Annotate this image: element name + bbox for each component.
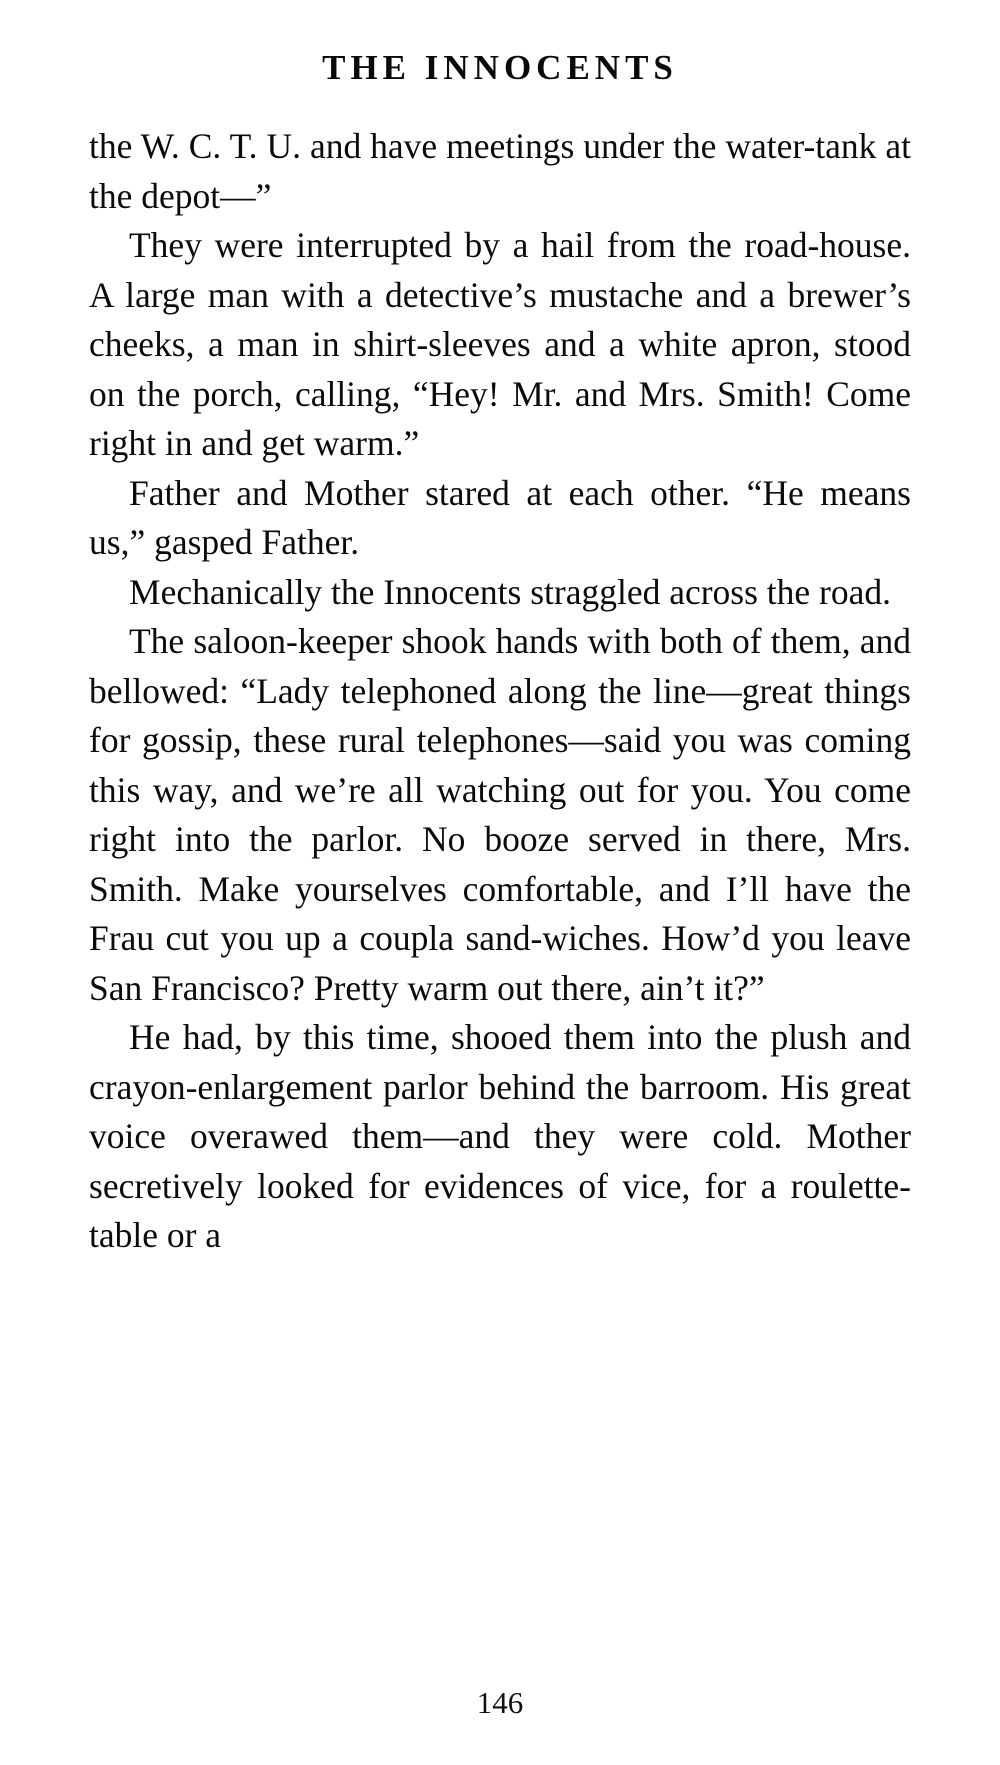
paragraph: Mechanically the Innocents straggled across the road. bbox=[129, 571, 891, 612]
page-number: 146 bbox=[476, 1685, 524, 1720]
paragraph: They were interrupted by a hail from the road-house. A large man with a detective’s mustache and a brewer’s cheeks, a man in shirt-sleeves and a white apron, stood on the porch, calling, “Hey! Mr. and Mrs. Smith! Come right in and get warm.” bbox=[89, 225, 911, 463]
running-head: THE INNOCENTS bbox=[322, 48, 678, 87]
paragraph: He had, by this time, shooed them into the plush and crayon-enlargement parlor behind the barroom. His great voice overawed them—and they were cold. Mother secretively looked for evidences of vice, for a roulette-table or a bbox=[89, 1017, 911, 1255]
page-body bbox=[89, 122, 911, 1261]
book-page bbox=[0, 48, 1000, 1765]
paragraph: The saloon-keeper shook hands with both of them, and bellowed: “Lady telephoned along the line—great things for gossip, these rural telephones—said you was coming this way, and we’re all watching out for you. You come right into the parlor. No booze served in there, Mrs. Smith. Make yourselves comfortable, and I’ll have the Frau cut you up a coupla sand-wiches. How’d you leave San Francisco? Pretty warm out there, ain’t it?” bbox=[89, 621, 911, 1008]
paragraph: Father and Mother stared at each other. “He means us,” gasped Father. bbox=[89, 472, 911, 562]
paragraph: the W. C. T. U. and have meetings under the water-tank at the depot—” bbox=[89, 126, 911, 216]
